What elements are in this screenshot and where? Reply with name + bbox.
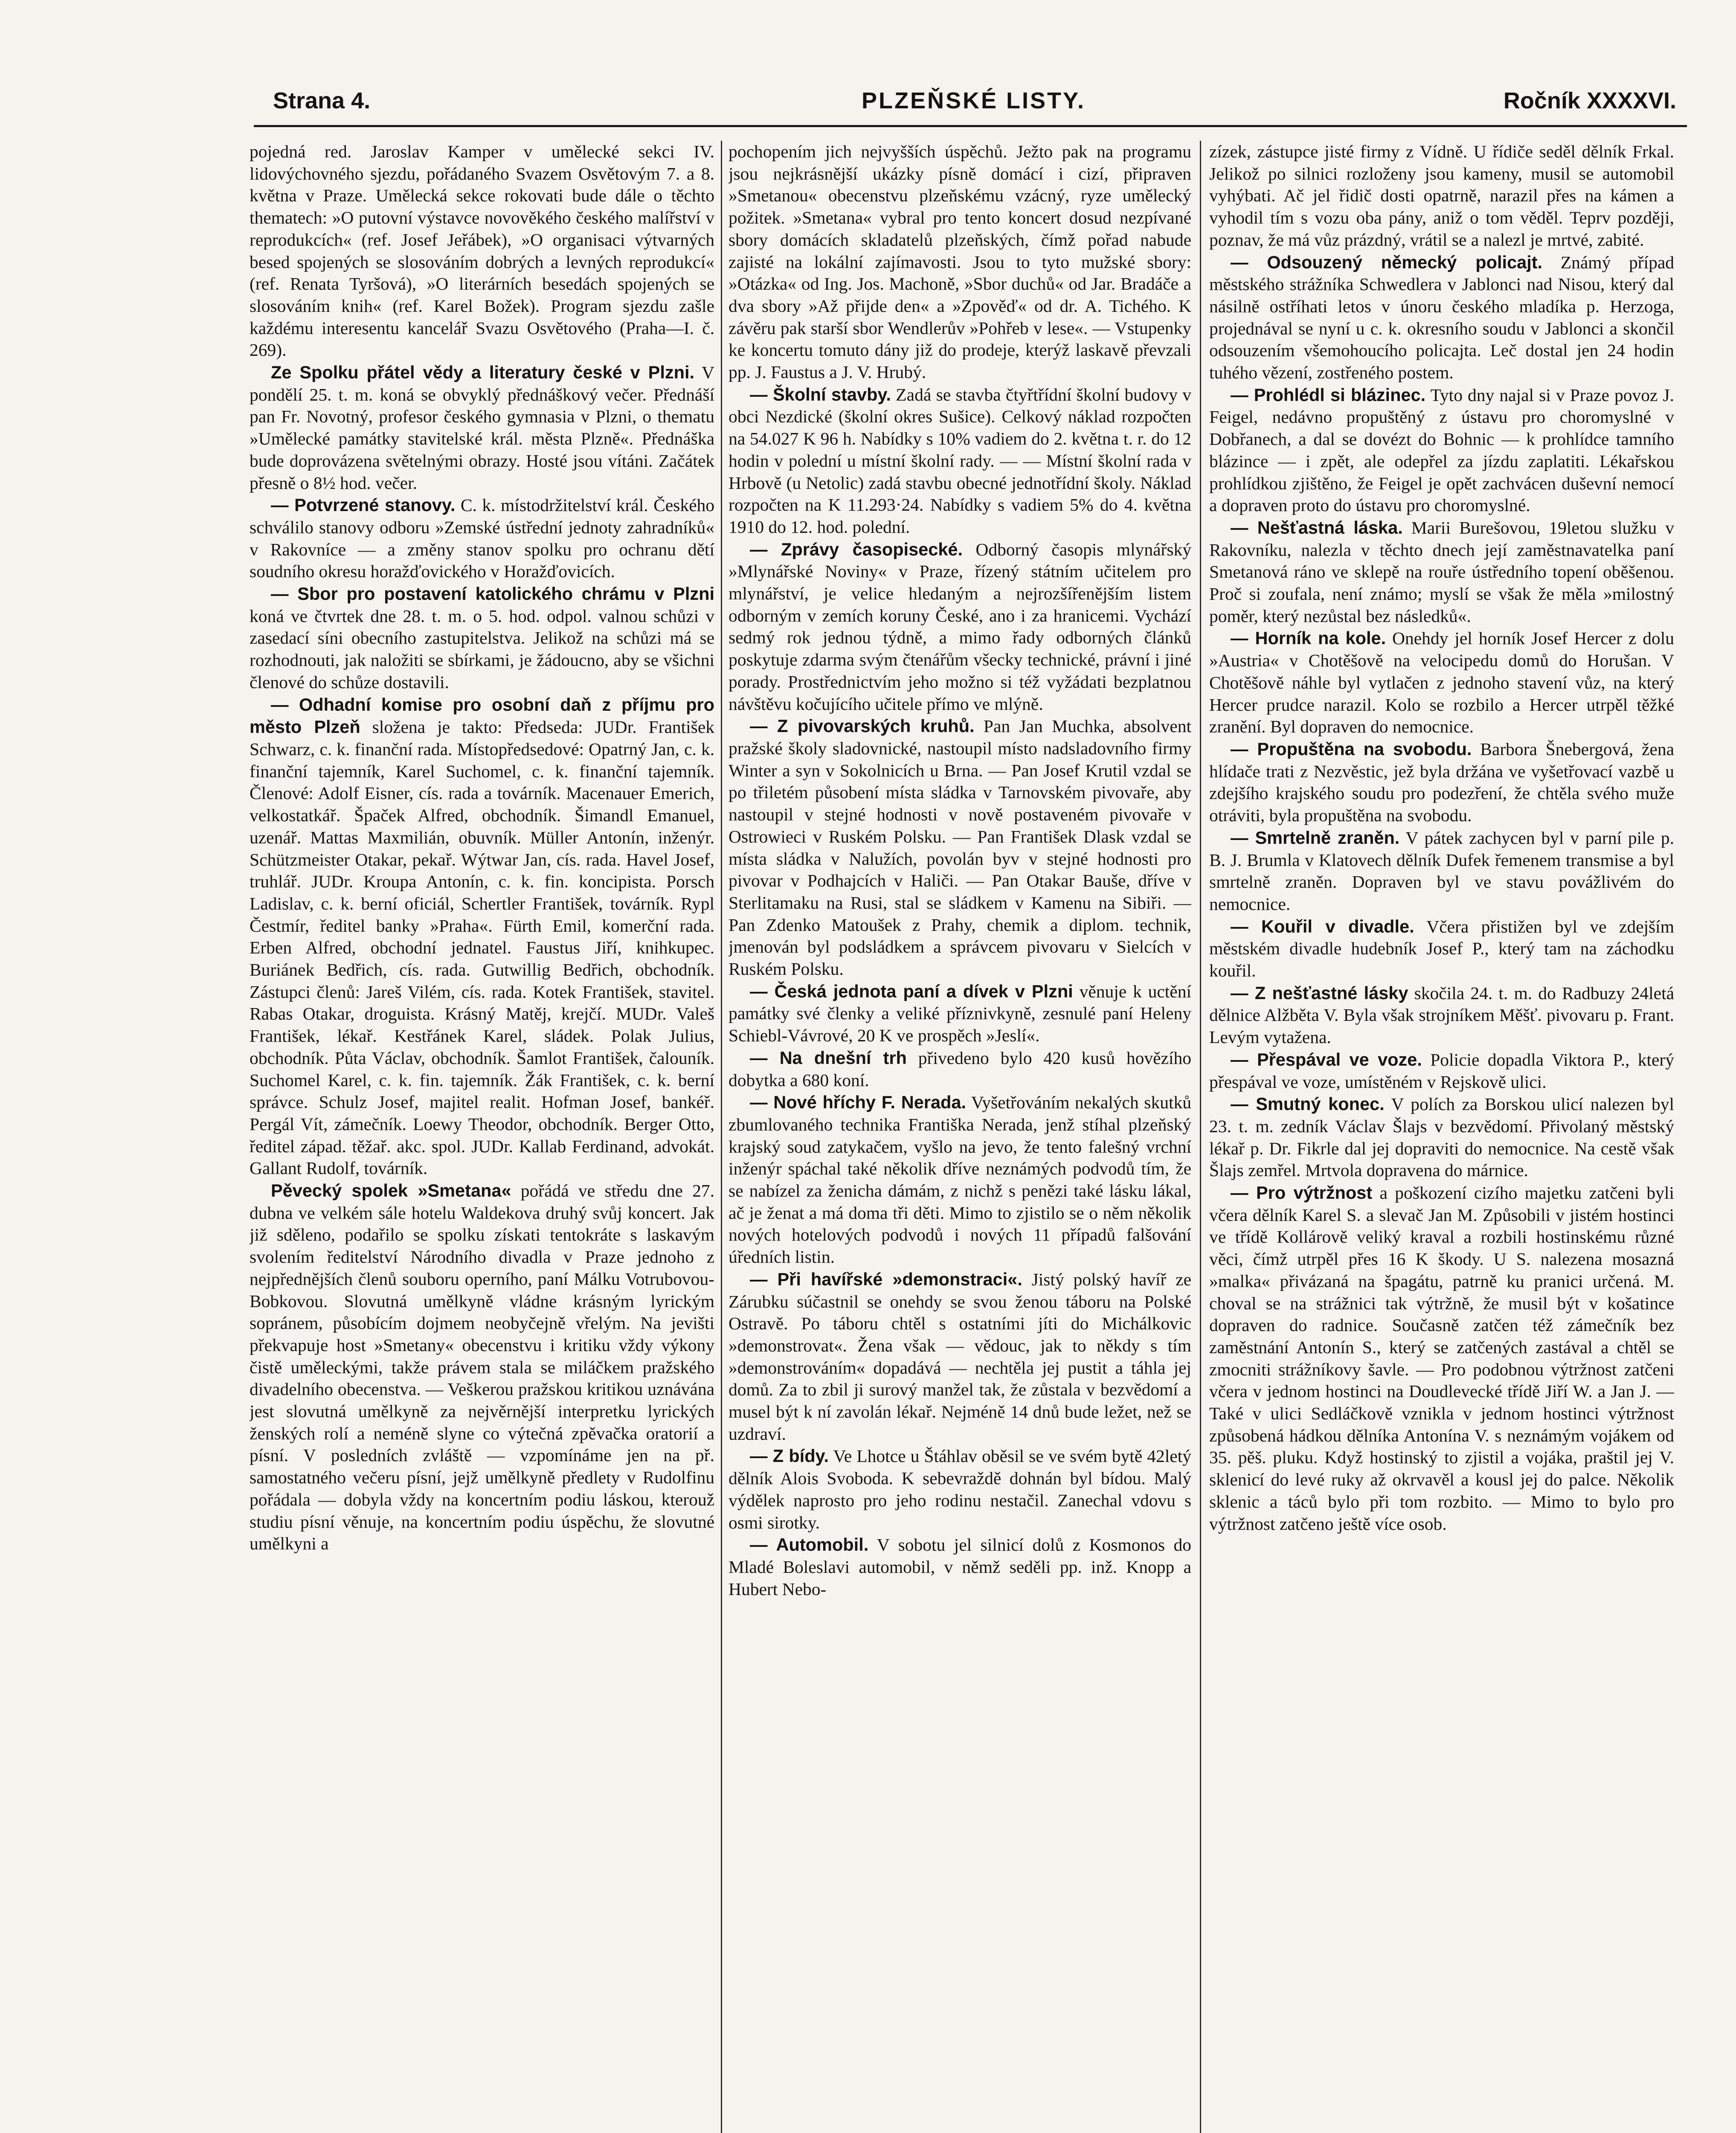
article-heading: Pěvecký spolek »Smetana«: [271, 1180, 511, 1201]
article-heading: — Z nešťastné lásky: [1231, 982, 1408, 1003]
article-heading: — Smrtelně zraněn.: [1231, 827, 1400, 848]
article-paragraph: [729, 1268, 1191, 1445]
article-paragraph: [1209, 1049, 1674, 1093]
column-2: [729, 141, 1191, 2133]
article-text: Pan Jan Muchka, absolvent pražské školy sladovnické, nastoupil místo nadsladovního firmy Winter a syn v Sokolnicích u Brna. — Pan Josef Krutil vzdal se po třiletém působení místa sládka v Tarnovském pivovaře, aby nastoupil v stejné hodnosti v nově postaveném pivovaře v Ostrowieci v Ruském Polsku. — Pan František Dlask vzdal se místa sládka v Nalužích, povolán byv v stejné hodnosti pro pivovar v Podhajcích v Haliči. — Pan Otakar Bauše, dříve v Sterlitamaku na Rusi, stal se sládkem v Kamenu na Sibiři. — Pan Zdenko Matoušek z Prahy, chemik a diplom. technik, jmenován byl podsládkem a správcem pivovaru v Sielcích v Ruském Polsku.: [729, 716, 1191, 979]
column-divider-1: [721, 141, 722, 2133]
article-text: a poškození cizího majetku zatčeni byli včera dělník Karel S. a slevač Jan M. Způsobili v jistém hostinci ve třídě Kollárově veliký kraval a rozbili hostinskému různé věci, čímž utrpěl přes 16 K škody. U S. nalezena mosazná »malka« přivázaná na špagátu, patrně ku pranici určená. M. choval se na strážnici tak výtržně, že musil být v košatince dopraven do radnice. Současně zatčen též zámečník bez zaměstnání Antonín S., který se zatčených zastával a chtěl se zmocniti strážníkovy šavle. — Pro podobnou výtržnost zatčeni včera v jednom hostinci na Doudlevecké třídě Jiří W. a Jan J. — Také v ulici Sedláčkově vznikla v jednom hostinci výtržnost způsobená hádkou dělníka Antonína V. s neznámým vojákem od 35. pěš. pluku. Když hostinský to zjistil a vojáka, praštil jej V. sklenicí do levé ruky až okrvavěl a kousl jej do palce. Několik sklenic a táců bylo při tom rozbito. — Mimo to bylo pro výtržnost zatčeno ještě více osob.: [1209, 1183, 1674, 1534]
article-paragraph: [729, 980, 1191, 1047]
article-paragraph: [1209, 982, 1674, 1049]
article-paragraph: [1209, 827, 1674, 915]
article-text: věnuje k uctění památky své členky a veliké příznivkyně, zesnulé paní Heleny Schiebl-Vávrové, 20 K ve prospěch »Jeslí«.: [729, 981, 1191, 1046]
article-heading: — Kouřil v divadle.: [1231, 916, 1414, 936]
article-heading: — Automobil.: [750, 1534, 869, 1555]
article-text: C. k. místodržitelství král. Českého schválilo stanovy odboru »Zemské ústřední jednoty zahradníků« v Rakovníce — a změny stanov spolku pro ochranu dětí soudního okresu horažďovického v Horažďovicích.: [250, 495, 714, 581]
article-heading: — Sbor pro postavení katolického chrámu v Plzni: [271, 584, 714, 604]
article-text: Zadá se stavba čtyřtřídní školní budovy v obci Nezdické (školní okres Sušice). Celkový náklad rozpočten na 54.027 K 96 h. Nabídky s 10% vadiem do 2. května t. r. do 12 hodin v polední u místní školní rady. — — Místní školní rada v Hrbově (u Netolic) zadá stavbu obecné jednotřídní školy. Náklad rozpočten na K 11.293·24. Nabídky s vadiem 5% do 4. května 1910 do 12. hod. polední.: [729, 384, 1191, 537]
article-paragraph: [729, 1047, 1191, 1091]
article-paragraph: [250, 694, 714, 1180]
article-heading: — Česká jednota paní a dívek v Plzni: [750, 981, 1073, 1001]
article-heading: — Potvrzené stanovy.: [271, 495, 456, 515]
volume-label: Ročník XXXXVI.: [1503, 88, 1676, 113]
article-heading: — Z pivovarských kruhů.: [750, 716, 975, 736]
article-heading: — Na dnešní trh: [750, 1047, 907, 1068]
article-text: Vyšetřováním nekalých skutků zbumlovaného technika Františka Nerada, jenž stíhal plzeňský krajský soud zatykačem, vyšlo na jevo, že tento falešný vrchní inženýr spáchal také několik dříve neznámých podvodů tím, že se nabízel za ženicha dámám, z nichž s penězi také lásku lákal, ač je ženat a má doma tři děti. Mimo to zjistilo se o něm několik nových hotelových podvodů i nových 11 případů falšování úředních listin.: [729, 1093, 1191, 1267]
article-paragraph: [250, 141, 714, 361]
article-text: skočila 24. t. m. do Radbuzy 24letá dělnice Alžběta V. Byla však strojníkem Měšť. pivovaru p. Frant. Levým vytažena.: [1209, 983, 1674, 1047]
column-3: [1209, 141, 1674, 2133]
article-heading: — Pro výtržnost: [1231, 1183, 1373, 1203]
article-text: Marii Burešovou, 19letou služku v Rakovníku, nalezla v těchto dnech její zaměstnavatelka paní Smetanová ráno ve sklepě na rouře ústředního topení oběšenou. Proč si zoufala, není známo; myslí se však že měla »milostný poměr, který nezůstal bez následků«.: [1209, 517, 1674, 626]
article-paragraph: [250, 583, 714, 694]
article-text: V polích za Borskou ulicí nalezen byl 23. t. m. zedník Václav Šlajs v bezvědomí. Přivolaný městský lékař p. Dr. Fikrle dal jej dopraviti do nemocnice. Na cestě však Šlajs zemřel. Mrtvola dopravena do márnice.: [1209, 1094, 1674, 1180]
article-heading: — Zprávy časopisecké.: [750, 539, 963, 559]
article-text: V sobotu jel silnicí dolů z Kosmonos do Mladé Boleslavi automobil, v němž seděli pp. inž. Knopp a Hubert Nebo-: [729, 1535, 1191, 1599]
article-paragraph: [729, 1091, 1191, 1268]
article-heading: — Školní stavby.: [750, 384, 891, 404]
article-text: Odborný časopis mlynářský »Mlynářské Noviny« v Praze, řízený státním učitelem pro mlynářství, je velice hledaným a nejrozšířenějším listem odborným v zemích koruny České, ano i za hranicemi. Vychází sedmý rok jednou týdně, a mimo řady odborných článků poskytuje zdarma svým čtenářům všecky technické, právní i jiné porady. Prostřednictvím jeho možno si též vyžádati bezplatnou návštěvu kočujícího učitele přímo ve mlýně.: [729, 539, 1191, 714]
article-text: Ve Lhotce u Štáhlav oběsil se ve svém bytě 42letý dělník Alois Svoboda. K sebevraždě dohnán byl bídou. Malý výdělek naprosto pro jeho rodinu nestačil. Zanechal vdovu s osmi sirotky.: [729, 1446, 1191, 1532]
article-text: koná ve čtvrtek dne 28. t. m. o 5. hod. odpol. valnou schůzi v zasedací síni obecního zastupitelstva. Jelikož na schůzi má se rozhodnouti, jak naložiti se sbírkami, je žádoucno, aby se všichni členové do schůze dostavili.: [250, 606, 714, 692]
article-text: přivedeno bylo 420 kusů hovězího dobytka a 680 koní.: [729, 1048, 1191, 1090]
article-text: Jistý polský havíř ze Zárubku súčastnil se onehdy se svou ženou táboru na Polské Ostravě. Po táboru chtěl s ostatními jíti do Michálkovic »demonstrovat«. Žena však — vědouc, jak to někdy s tím »demonstrováním« dopadává — nechtěla jej pustit a táhla jej domů. Za to zbil ji surový manžel tak, že zůstala v bezvědomí a musel být k ní zavolán lékař. Nejméně 14 dnů bude ležet, než se uzdraví.: [729, 1269, 1191, 1444]
article-paragraph: [1209, 1093, 1674, 1182]
article-paragraph: [1209, 627, 1674, 738]
article-heading: Ze Spolku přátel vědy a literatury české v Plzni.: [271, 362, 695, 383]
article-text: Včera přistižen byl ve zdejším městském divadle hudebník Josef P., který tam na záchodku kouřil.: [1209, 916, 1674, 981]
article-text: pochopením jich nejvyšších úspěchů. Ježto pak na programu jsou nejkrásnější ukázky písně domácí i cizí, připraven »Smetanou« obecenstvu plzeňskému vzácný, ryze umělecký požitek. »Smetana« vybral pro tento koncert dosud nezpívané sbory domácích skladatelů plzeňských, čímž pořad nabude zajisté na lokální zajímavosti. Jsou to tyto mužské sbory: »Otázka« od Ing. Jos. Machoně, »Sbor duchů« od Jar. Bradáče a dva sbory »Až přijde den« a »Zpověď« od dr. A. Tichého. K závěru pak starší sbor Wendlerův »Pohřeb v lese«. — Vstupenky ke koncertu tomuto dány již do prodeje, kterýž laskavě převzali pp. J. Faustus a J. V. Hrubý.: [729, 142, 1191, 382]
article-text: V pondělí 25. t. m. koná se obvyklý přednáškový večer. Přednáší pan Fr. Novotný, profesor českého gymnasia v Plzni, o thematu »Umělecké památky stavitelské král. města Plzně«. Přednáška bude doprovázena světelnými obrazy. Hosté jsou vítáni. Začátek přesně o 8½ hod. večer.: [250, 363, 714, 493]
page-header: [273, 87, 1676, 126]
article-paragraph: [729, 538, 1191, 715]
article-paragraph: [250, 361, 714, 494]
article-text: Onehdy jel horník Josef Hercer z dolu »Austria« v Chotěšově na velocipedu domů do Horušan. V Chotěšově náhle byl vytlačen z jednoho stavení vůz, na který Hercer prudce narazil. Kolo se rozbilo a Hercer utrpěl těžké zranění. Byl dopraven do nemocnice.: [1209, 628, 1674, 737]
article-paragraph: [250, 494, 714, 583]
article-heading: — Smutný konec.: [1231, 1094, 1385, 1114]
article-heading: — Propuštěna na svobodu.: [1231, 738, 1472, 759]
article-text: pojedná red. Jaroslav Kamper v umělecké sekci IV. lidovýchovného sjezdu, pořádaného Svazem Osvětovým 7. a 8. května v Praze. Umělecká sekce rokovati bude dále o těchto thematech: »O putovní výstavce novověkého českého malířství v reprodukcích« (ref. Josef Jeřábek), »O organisaci výtvarných besed spojených se slosováním dobrých a levných reprodukcí« (ref. Renata Tyršová), »O literárních besedách spojených se slosováním knih« (ref. Karel Božek). Program sjezdu zašle každému interesentu kancelář Svazu Osvětového (Praha—I. č. 269).: [250, 142, 714, 360]
article-paragraph: [729, 141, 1191, 384]
column-divider-2: [1200, 141, 1201, 2133]
article-paragraph: [1209, 915, 1674, 982]
article-heading: — Přespával ve voze.: [1231, 1049, 1422, 1069]
column-1: [250, 141, 714, 2133]
article-paragraph: [729, 1445, 1191, 1534]
header-rule: [254, 125, 1687, 127]
page-number: Strana 4.: [273, 88, 371, 113]
article-paragraph: [1209, 517, 1674, 628]
article-text: Barbora Šnebergová, žena hlídače trati z Nezvěstic, jež byla držána ve vyšetřovací vazbě u zdejšího krajského soudu pro podezření, že chtěla svého muže otráviti, byla propuštěna na svobodu.: [1209, 739, 1674, 825]
newspaper-title: PLZEŇSKÉ LISTY.: [862, 88, 1086, 113]
article-heading: — Při havířské »demonstraci«.: [750, 1269, 1022, 1289]
article-paragraph: [1209, 738, 1674, 827]
article-paragraph: [1209, 1182, 1674, 1535]
article-paragraph: [250, 1180, 714, 1555]
article-text: Policie dopadla Viktora P., který přespával ve voze, umístěném v Rejskově ulici.: [1209, 1049, 1674, 1092]
article-heading: — Odsouzený německý policajt.: [1231, 252, 1543, 272]
article-paragraph: [1209, 251, 1674, 384]
article-paragraph: [729, 715, 1191, 980]
article-text: V pátek zachycen byl v parní pile p. B. J. Brumla v Klatovech dělník Dufek řemenem transmise a byl smrtelně zraněn. Dopraven byl ve stavu povážlivém do nemocnice.: [1209, 828, 1674, 914]
article-heading: — Nešťastná láska.: [1231, 517, 1403, 538]
article-heading: — Odhadní komise pro osobní daň z příjmu pro město Plzeň: [250, 694, 714, 737]
article-heading: — Z bídy.: [750, 1446, 829, 1466]
article-heading: — Prohlédl si blázinec.: [1231, 384, 1426, 405]
article-heading: — Nové hříchy F. Nerada.: [750, 1092, 966, 1113]
article-text: složena je takto: Předseda: JUDr. František Schwarz, c. k. finanční rada. Místopředsedové: Opatrný Jan, c. k. finanční tajemník, Karel Suchomel, c. k. finanční tajemník. Členové: Adolf Eisner, cís. rada a továrník. Macenauer Emerich, velkostatkář. Špaček Alfred, obchodník. Šimandl Emanuel, uzenář. Mattas Maxmilián, obuvník. Müller Antonín, inženýr. Schützmeister Otakar, pekař. Wýtwar Jan, cís. rada. Havel Josef, truhlář. JUDr. Kroupa Antonín, c. k. fin. koncipista. Porsch Ladislav, c. k. berní oficiál, Schertler František, továrník. Rypl Čestmír, ředitel banky »Praha«. Fürth Emil, komerční rada. Erben Alfred, obchodní jednatel. Faustus Jiří, knihkupec. Buriánek Bedřich, cís. rada. Gutwillig Bedřich, obchodník. Zástupci členů: Jareš Vilém, cís. rada. Kotek František, stavitel. Rabas Otakar, droguista. Krásný Matěj, krejčí. MUDr. Valeš František, lékař. Kestřánek Karel, sládek. Polak Julius, obchodník. Půta Václav, obchodník. Šamlot František, čalouník. Suchomel Karel, c. k. fin. tajemník. Žák František, c. k. berní správce. Schulz Josef, majitel realit. Hofman Josef, bankéř. Pergál Vít, zámečník. Loewy Theodor, obchodník. Berger Otto, ředitel západ. těžař. akc. spol. JUDr. Kallab Ferdinand, advokát. Gallant Rudolf, továrník.: [250, 717, 714, 1178]
article-paragraph: [729, 1534, 1191, 1600]
article-paragraph: [1209, 384, 1674, 517]
article-paragraph: [1209, 141, 1674, 251]
article-heading: — Horník na kole.: [1231, 628, 1386, 648]
article-text: Známý případ městského strážníka Schwedlera v Jablonci nad Nisou, který dal násilně ostříhati letos v únoru českého mladíka p. Herzoga, projednával se nyní u c. k. okresního soudu v Jablonci a skončil odsouzením všemohoucího policajta. Leč dostal jen 24 hodin tuhého vězení, zostřeného postem.: [1209, 252, 1674, 383]
article-text: zízek, zástupce jisté firmy z Vídně. U řídiče seděl dělník Frkal. Jelikož po silnici rozloženy jsou kameny, musil se automobil vyhýbati. Ač jel řidič dosti opatrně, narazil přes na kámen a vyhodil tím s vozu oba pány, aniž o tom věděl. Teprv později, poznav, že má vůz prázdný, vrátil se a nalezl je mrtvé, zabité.: [1209, 142, 1674, 250]
article-paragraph: [729, 384, 1191, 538]
article-text: Tyto dny najal si v Praze povoz J. Feigel, nedávno propuštěný z ústavu pro choromyslné v Dobřanech, a dal se dovézt do Bohnic — k prohlídce tamního blázince — i zpět, ale odepřel za jízdu zaplatiti. Lékařskou prohlídkou zjištěno, že Feigel je opět zachvácen duševní nemocí a dopraven proto do ústavu pro choromyslné.: [1209, 385, 1674, 515]
article-text: pořádá ve středu dne 27. dubna ve velkém sále hotelu Waldekova druhý svůj koncert. Jak již sděleno, podařilo se spolku získati tentokráte s laskavým svolením ředitelství Národního divadla v Praze jednoho z nejpřednějších členů souboru operního, paní Málku Votrubovou-Bobkovou. Slovutná umělkyně vládne krásným lyrickým sopránem, působícím dojmem neobyčejně vřelým. Na jevišti překvapuje host »Smetany« obecenstvu i kritiku vždy výkony čistě uměleckými, takže právem stala se miláčkem pražského divadelního obecenstva. — Veškerou pražskou kritikou uznávána jest slovutná umělkyně za nejvěrnější interpretku lyrických ženských rolí a neméně slyne co výtečná zpěvačka oratorií a písní. V posledních zvláště — vzpomínáme jen na př. samostatného večeru písní, jejž umělkyně předlety v Rudolfinu pořádala — dobyla vždy na koncertním podiu láskou, kterouž studiu písní věnuje, na koncertním podiu úspěchu, že slovutné umělkyni a: [250, 1181, 714, 1554]
